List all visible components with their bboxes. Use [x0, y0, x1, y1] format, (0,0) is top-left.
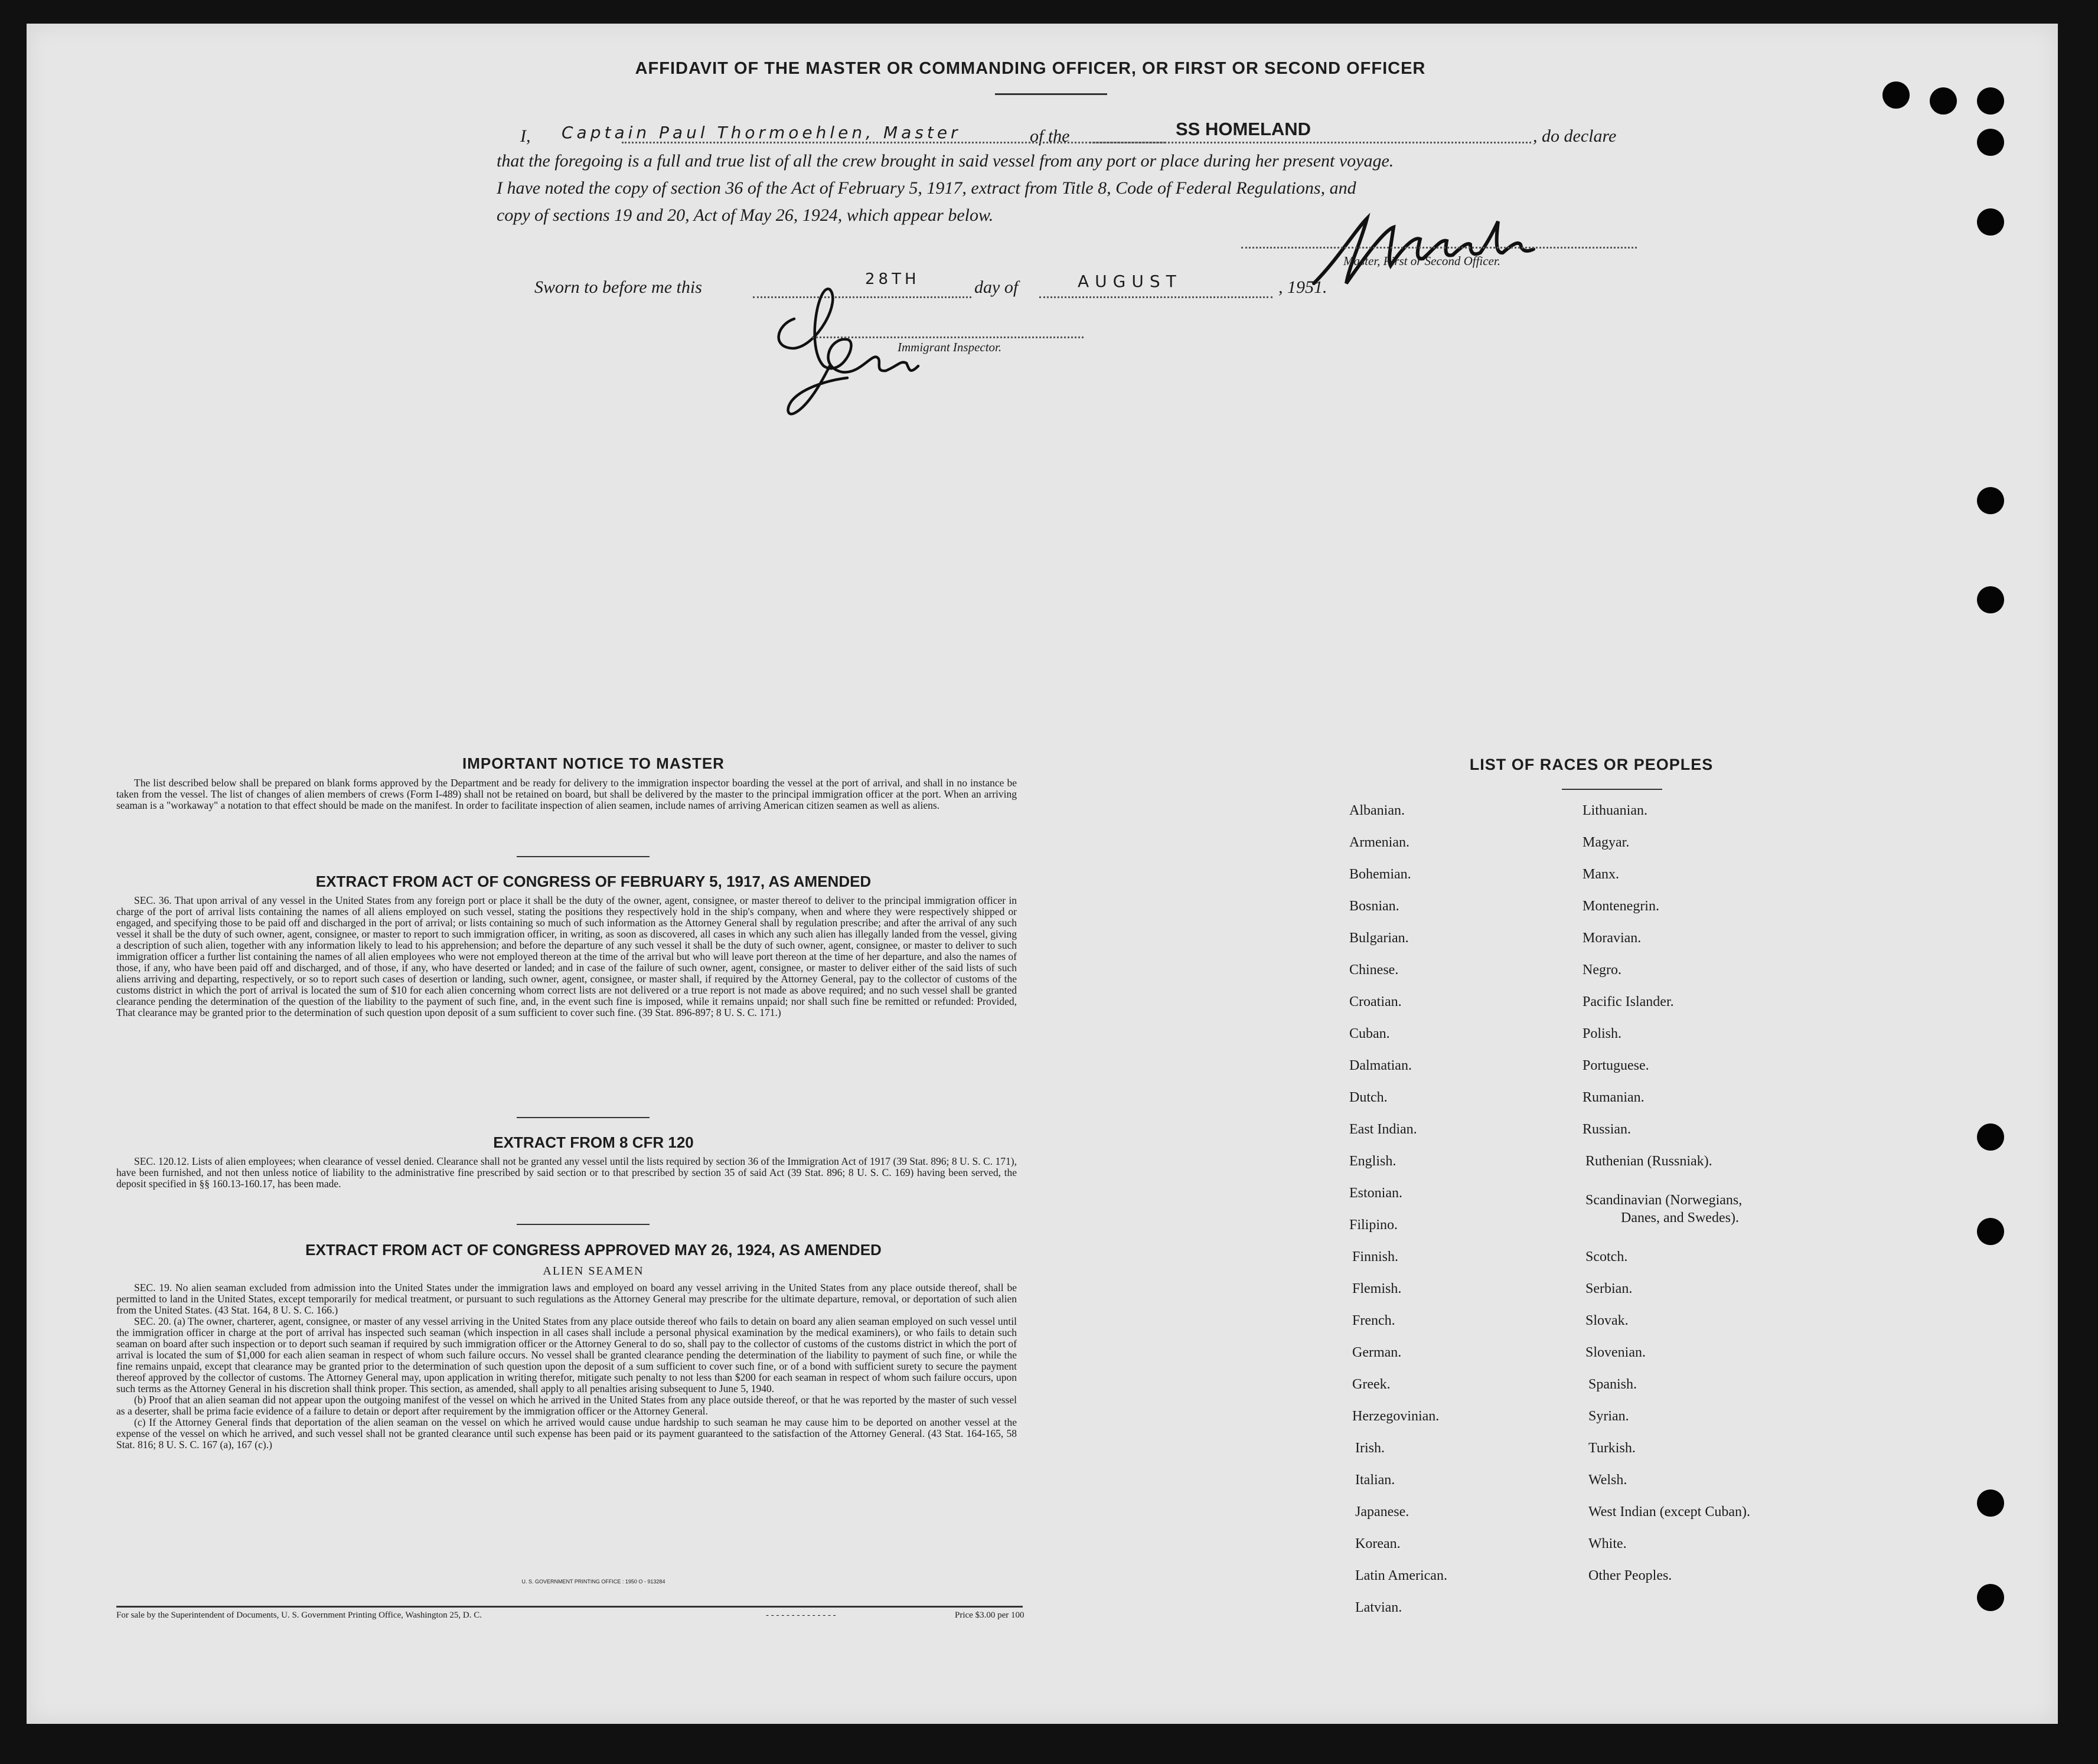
punch-hole: [1977, 208, 2004, 236]
of-the-label: of the: [1030, 126, 1070, 146]
race-item: Magyar.: [1583, 835, 1630, 850]
declaration-i: I,: [520, 126, 531, 146]
race-item: White.: [1588, 1536, 1627, 1551]
race-item: Irish.: [1355, 1440, 1385, 1456]
race-item: Danes, and Swedes).: [1621, 1210, 1739, 1226]
extract-1924-title: EXTRACT FROM ACT OF CONGRESS APPROVED MAY 26, 1924, AS AMENDED: [305, 1241, 882, 1259]
race-item: Albanian.: [1349, 803, 1405, 818]
race-item: Portuguese.: [1583, 1058, 1649, 1073]
inspector-signature-line: [812, 337, 1084, 338]
race-item: Flemish.: [1352, 1281, 1402, 1296]
punch-hole: [1977, 129, 2004, 156]
year-prefix: , 19: [1278, 277, 1305, 297]
race-item: English.: [1349, 1154, 1397, 1169]
race-item: Montenegrin.: [1583, 899, 1659, 914]
race-item: Herzegovinian.: [1352, 1409, 1440, 1424]
race-item: Pacific Islander.: [1583, 994, 1674, 1010]
race-item: Other Peoples.: [1588, 1568, 1672, 1583]
race-item: Bulgarian.: [1349, 930, 1409, 946]
race-item: Negro.: [1583, 962, 1621, 978]
race-item: German.: [1352, 1345, 1402, 1360]
punch-hole: [1977, 487, 2004, 514]
race-item: Greek.: [1352, 1377, 1391, 1392]
race-item: Finnish.: [1352, 1249, 1399, 1265]
name-dotline: [622, 142, 1165, 143]
race-item: Turkish.: [1588, 1440, 1636, 1456]
punch-hole: [1977, 1218, 2004, 1245]
race-item: Estonian.: [1349, 1185, 1402, 1201]
sec20c-paragraph: (c) If the Attorney General finds that deportation of the alien seaman on the vessel on which he arrived would cause undue hardship to such seaman he may cause him to be deported on another vessel at the expense of the vessel on which he arrived, and such vessel shall not be granted clearance until such expense has been paid or its payment guaranteed to the satisfaction of the Attorney General. (43 Stat. 164-165, 58 Stat. 816; 8 U. S. C. 167 (a), 167 (c).): [116, 1416, 1017, 1451]
race-item: French.: [1352, 1313, 1395, 1328]
race-item: West Indian (except Cuban).: [1588, 1504, 1750, 1520]
extract-1924-subtitle: ALIEN SEAMEN: [543, 1265, 644, 1278]
sworn-day: 28TH: [865, 270, 920, 288]
sec19-paragraph: SEC. 19. No alien seaman excluded from admission into the United States under the immigration laws and employed on board any vessel arriving in the United States from any place outside thereof, shall be permitted to land in the United States, except temporarily for medical treatment, or pursuant to such regulations as the Attorney General may prescribe for the ultimate departure, removal, or deportation of such alien from the United States. (43 Stat. 164, 8 U. S. C. 166.): [116, 1282, 1017, 1316]
day-of-label: day of: [974, 277, 1019, 297]
race-item: Korean.: [1355, 1536, 1401, 1551]
punch-hole: [1977, 1123, 2004, 1151]
declaration-line4: copy of sections 19 and 20, Act of May 26, 1924, which appear below.: [497, 205, 994, 225]
race-item: Scotch.: [1585, 1249, 1628, 1265]
gpo-imprint: U. S. GOVERNMENT PRINTING OFFICE : 1950 O - 913284: [521, 1579, 665, 1585]
footer-price: Price $3.00 per 100: [955, 1611, 1024, 1620]
race-item: Scandinavian (Norwegians,: [1585, 1193, 1743, 1208]
master-caption: Master, First or Second Officer.: [1343, 254, 1500, 268]
race-item: Bohemian.: [1349, 867, 1411, 882]
sworn-year: [1278, 277, 1327, 298]
do-declare-label: , do declare: [1533, 126, 1617, 146]
sec20a-paragraph: SEC. 20. (a) The owner, charterer, agent, consignee, or master of any vessel arriving in the United States from any place outside thereof who fails to detain on board any alien seaman employed on such vessel until the immigration officer in charge at the port of arrival has inspected such seaman (which inspection in all cases shall include a personal physical examination by the medical examiners), or who fails to detain such seaman on board after such inspection or to deport such seaman if required by such immigration officer or the Attorney General to do so, shall pay to the collector of customs of the customs district in which the port of arrival is located the sum of $1,000 for each alien seaman in respect of whom such failure occurs. No vessel shall be granted clearance pending the determination of the liability to payment of such fine, or while the fine remains unpaid, except that clearance may be granted prior to the determination of such question upon the deposit of a sum sufficient to cover such fine, or of a bond with sufficient surety to secure the payment thereof approved by the collector of customs. The Attorney General may, upon application in writing therefor, mitigate such penalty to not less than $200 for each seaman in respect of whom such failure occurs, upon such terms as the Attorney General in his discretion shall think proper. This section, as amended, shall apply to all penalties arising subsequent to June 5, 1940.: [116, 1315, 1017, 1394]
race-item: Filipino.: [1349, 1217, 1398, 1233]
punch-hole: [1882, 81, 1910, 109]
footer: [116, 1611, 1049, 1621]
extract-1924-body: [116, 1282, 1017, 1451]
master-name-handwritten: Captain Paul Thormoehlen, Master: [562, 123, 961, 142]
race-item: Lithuanian.: [1583, 803, 1647, 818]
race-item: Syrian.: [1588, 1409, 1629, 1424]
extract-cfr-body: SEC. 120.12. Lists of alien employees; when clearance of vessel denied. Clearance shall not be granted any vessel until the lists required by section 36 of the Immigration Act of 1917 (39 Stat. 896; 8 U. S. C. 171), have been furnished, and not then unless notice of liability to the administrative fine prescribed by said section or to that prescribed by section 35 of said Act (39 Stat. 896; 8 U. S. C. 169) having been served, the deposit specified in §§ 160.13-160.17, has been made.: [116, 1155, 1017, 1190]
race-item: Croatian.: [1349, 994, 1402, 1010]
footer-sale-note: For sale by the Superintendent of Documents, U. S. Government Printing Office, Washington 25, D. C.: [116, 1611, 482, 1620]
race-item: Japanese.: [1355, 1504, 1409, 1520]
extract-1917-body: SEC. 36. That upon arrival of any vessel in the United States from any foreign port or place it shall be the duty of the owner, agent, consignee, or master thereof to deliver to the principal immigration officer in charge of the port of arrival lists containing the names of all aliens employed on such vessel, stating the positions they respectively hold in the ship's company, when and where they were respectively shipped or engaged, and specifying those to be paid off and discharged in the port of arrival; or lists containing so much of such information as the Attorney General shall by regulation prescribe; and after the arrival of any such vessel it shall be the duty of such owner, agent, consignee, or master to report to such immigration officer, in writing, as soon as discovered, all cases in which any such alien has illegally landed from the vessel, giving a description of such alien, together with any information likely to lead to his apprehension; and before the departure of any such vessel it shall be the duty of such owner, agent, consignee, or master to deliver to such immigration officer a further list containing the names of all alien employees who were not employed thereon at the time of the arrival but who will leave port thereon at the time of her departure, and also the names of those, if any, who have been paid off and discharged, and of those, if any, who have deserted or landed; and in case of the failure of such owner, agent, consignee, or master to deliver either of the said lists of such aliens arriving and departing, respectively, or so to report such cases of desertion or landing, such owner, agent, consignee, or master shall, if required by the Attorney General, pay to the collector of customs of the customs district in which the port of arrival is located the sum of $10 for each alien concerning whom correct lists are not delivered or a true report is not made as above required; and no such vessel shall be granted clearance pending the determination of the question of the liability to the payment of such fine, and, in the event such fine is imposed, while it remains unpaid; nor shall such fine be remitted or refunded: Provided, That clearance may be granted prior to the determination of such question upon deposit of a sum sufficient to cover such fine. (39 Stat. 896-897; 8 U. S. C. 171.): [116, 894, 1017, 1018]
footer-rule: [116, 1606, 1023, 1608]
race-item: Italian.: [1355, 1472, 1395, 1488]
declaration-line3: I have noted the copy of section 36 of the Act of February 5, 1917, extract from Title 8, Code of Federal Regulations, and: [497, 178, 1356, 198]
race-item: Spanish.: [1588, 1377, 1637, 1392]
race-item: Dutch.: [1349, 1090, 1388, 1105]
title-divider: [995, 93, 1107, 95]
year-value: 51: [1305, 277, 1323, 297]
notice-divider: [517, 856, 650, 857]
footer-dots: - - - - - - - - - - - - - -: [766, 1611, 836, 1620]
race-item: Dalmatian.: [1349, 1058, 1412, 1073]
race-item: Serbian.: [1585, 1281, 1633, 1296]
extract-cfr-title: EXTRACT FROM 8 CFR 120: [493, 1133, 694, 1151]
race-item: Manx.: [1583, 867, 1619, 882]
race-item: Latvian.: [1355, 1600, 1402, 1615]
race-item: Moravian.: [1583, 930, 1642, 946]
extract-1917-divider: [517, 1117, 650, 1118]
extract-1917-title: EXTRACT FROM ACT OF CONGRESS OF FEBRUARY 5, 1917, AS AMENDED: [315, 873, 872, 890]
extract-cfr-divider: [517, 1224, 650, 1225]
vessel-name: SS HOMELAND: [1176, 119, 1311, 139]
race-item: Slovenian.: [1585, 1345, 1646, 1360]
declaration-line2: that the foregoing is a full and true list of all the crew brought in said vessel from any port or place during her present voyage.: [497, 151, 1394, 171]
affidavit-title: AFFIDAVIT OF THE MASTER OR COMMANDING OFFICER, OR FIRST OR SECOND OFFICER: [635, 59, 1426, 78]
year-end: .: [1323, 277, 1327, 297]
race-item: Armenian.: [1349, 835, 1409, 850]
inspector-caption: Immigrant Inspector.: [898, 340, 1002, 354]
sworn-month: AUGUST: [1078, 272, 1182, 291]
sec20b-paragraph: (b) Proof that an alien seaman did not appear upon the outgoing manifest of the vessel on which he arrived in the United States from any place outside thereof, or that he was reported by the master of such vessel as a deserter, shall be prima facie evidence of a failure to detain or deport after requirement by the immigration officer or the Attorney General.: [116, 1394, 1017, 1417]
month-dotline: [1039, 296, 1272, 298]
races-divider: [1562, 789, 1662, 790]
punch-hole: [1977, 1489, 2004, 1517]
race-item: Welsh.: [1588, 1472, 1627, 1488]
race-item: Rumanian.: [1583, 1090, 1645, 1105]
race-item: Cuban.: [1349, 1026, 1390, 1041]
sworn-label: Sworn to before me this: [534, 277, 702, 297]
race-item: Russian.: [1583, 1122, 1632, 1137]
punch-hole: [1977, 586, 2004, 613]
race-item: Chinese.: [1349, 962, 1399, 978]
notice-title: IMPORTANT NOTICE TO MASTER: [462, 754, 725, 772]
race-item: Latin American.: [1355, 1568, 1447, 1583]
master-signature-line: [1241, 247, 1637, 249]
race-item: Bosnian.: [1349, 899, 1399, 914]
form-page: [27, 24, 2058, 1724]
punch-hole: [1977, 87, 2004, 115]
race-item: Slovak.: [1585, 1313, 1629, 1328]
punch-hole: [1977, 1584, 2004, 1611]
vessel-dotline: [1089, 142, 1531, 143]
punch-hole: [1930, 87, 1957, 115]
race-item: East Indian.: [1349, 1122, 1417, 1137]
notice-body: The list described below shall be prepared on blank forms approved by the Department and be ready for delivery to the immigration inspector boarding the vessel at the port of arrival, and shall in no instance be taken from the vessel. The list of changes of alien members of crews (Form I-489) shall not be retained on board, but shall be delivered by the master to the principal immigration officer at the port. When an arriving seaman is a "workaway" a notation to that effect should be made on the manifest. In order to facilitate inspection of alien seamen, include names of arriving American citizen seamen as well as aliens.: [116, 777, 1017, 811]
races-title: LIST OF RACES OR PEOPLES: [1469, 756, 1714, 773]
race-item: Ruthenian (Russniak).: [1585, 1154, 1712, 1169]
race-item: Polish.: [1583, 1026, 1622, 1041]
